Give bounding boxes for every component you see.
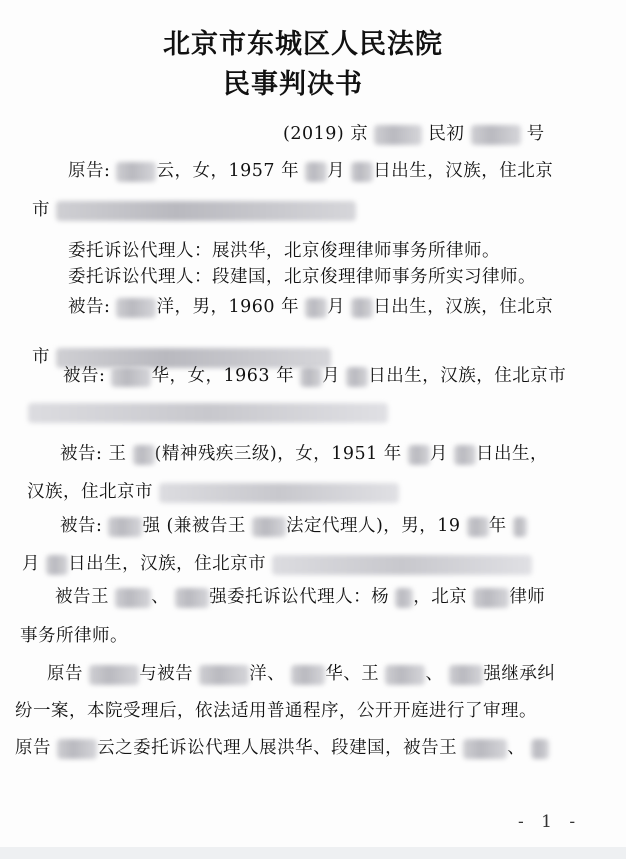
case-number-mid: 民初 [428,124,465,144]
text: 与被告 [139,664,194,684]
text: 律师 [509,587,546,607]
text: 洋、 [249,664,286,684]
redaction [300,367,322,387]
case-number [283,120,545,145]
plaintiff-line [68,157,553,182]
text: 原告 [47,664,83,684]
text: 日出生，汉族，住北京 [373,297,554,317]
defendant-2-line [63,362,566,387]
defendant-4-address-line [22,550,532,575]
redaction [57,739,97,759]
redaction [116,298,156,318]
redaction [56,201,356,221]
case-summary-line-3 [15,734,549,759]
court-name-heading: 北京市东城区人民法院 [163,29,443,60]
text: 强继承纠 [483,664,556,684]
redaction [467,517,489,537]
case-summary-line-1 [47,660,555,685]
redaction [272,555,532,575]
text: (精神残疾三级)，女，1951 年 [154,444,402,464]
text: 日出生，汉族，住北京市 [368,366,567,386]
redaction [116,162,156,182]
text: 日出生，汉族，住北京市 [68,554,267,574]
redaction [454,445,476,465]
text: 被告: 王 [60,444,127,464]
case-number-prefix: (2019) 京 [283,124,369,144]
redaction [513,517,527,537]
text: 被告: [60,516,103,536]
text: 日出生，汉族，住北京 [373,161,554,181]
text: 被告王 [55,587,109,607]
text: 法定代理人)，男，19 [285,516,461,536]
text: 原告 [15,738,51,758]
redaction [531,739,549,759]
redaction [111,367,151,387]
defendant-4-line [60,512,527,537]
redaction [46,555,68,575]
redaction [346,367,368,387]
text: 月 [22,554,40,574]
case-number-suffix: 号 [526,124,545,144]
redaction [305,162,327,182]
text: 日出生， [475,444,548,464]
defendants-agent-line-cont: 事务所律师。 [20,626,128,646]
redaction [108,517,142,537]
text: 华、王 [325,664,380,684]
plaintiff-address-line [32,196,356,221]
text: 云，女，1957 年 [156,161,300,181]
text: 被告: [68,297,111,317]
redaction [408,445,430,465]
redaction [133,445,155,465]
case-summary-line-2: 纷一案，本院受理后，依法适用普通程序，公开开庭进行了审理。 [15,701,537,721]
redaction [199,665,249,685]
redaction [89,665,139,685]
redaction [291,665,325,685]
text: ，北京 [413,587,468,607]
text: 年 [488,516,507,536]
agent-line-2: 委托诉讼代理人：段建国，北京俊理律师事务所实习律师。 [68,267,536,287]
text: 华，女，1963 年 [151,366,295,386]
redaction [252,517,286,537]
redaction [351,298,373,318]
redaction [159,483,399,503]
redaction [385,665,425,685]
text: 云之委托诉讼代理人展洪华、段建国，被告王 [97,738,458,758]
text: 市 [32,200,50,220]
defendants-agent-line [55,583,545,608]
redaction [28,403,388,423]
text: 原告: [68,161,111,181]
redaction [449,665,483,685]
text: 汉族，住北京市 [27,482,153,502]
document-type-heading: 民事判决书 [223,69,363,100]
text: 月 [327,161,346,181]
page-bottom-edge [0,847,626,859]
redaction [305,298,327,318]
text: 被告: [63,366,106,386]
text: 洋，男，1960 年 [156,297,300,317]
text: 、 [507,738,526,758]
text: 强 (兼被告王 [142,516,246,536]
page-number: - 1 - [518,812,582,832]
redaction [351,162,373,182]
text: 月 [429,444,448,464]
redaction [395,588,413,608]
redaction [115,588,151,608]
redaction [473,588,509,608]
redaction [463,739,507,759]
redaction [374,125,422,145]
defendant-3-line [60,440,548,465]
redaction [471,125,521,145]
defendant-2-address-line [28,402,388,423]
defendant-3-address-line [27,478,399,503]
text: 强委托诉讼代理人：杨 [209,587,390,607]
text: 月 [327,297,346,317]
text: 、 [151,587,170,607]
agent-line-1: 委托诉讼代理人：展洪华，北京俊理律师事务所律师。 [68,241,500,261]
defendant-1-line [68,293,553,318]
text: 、 [425,664,444,684]
redaction [175,588,209,608]
text: 月 [322,366,341,386]
text: 市 [32,347,50,367]
